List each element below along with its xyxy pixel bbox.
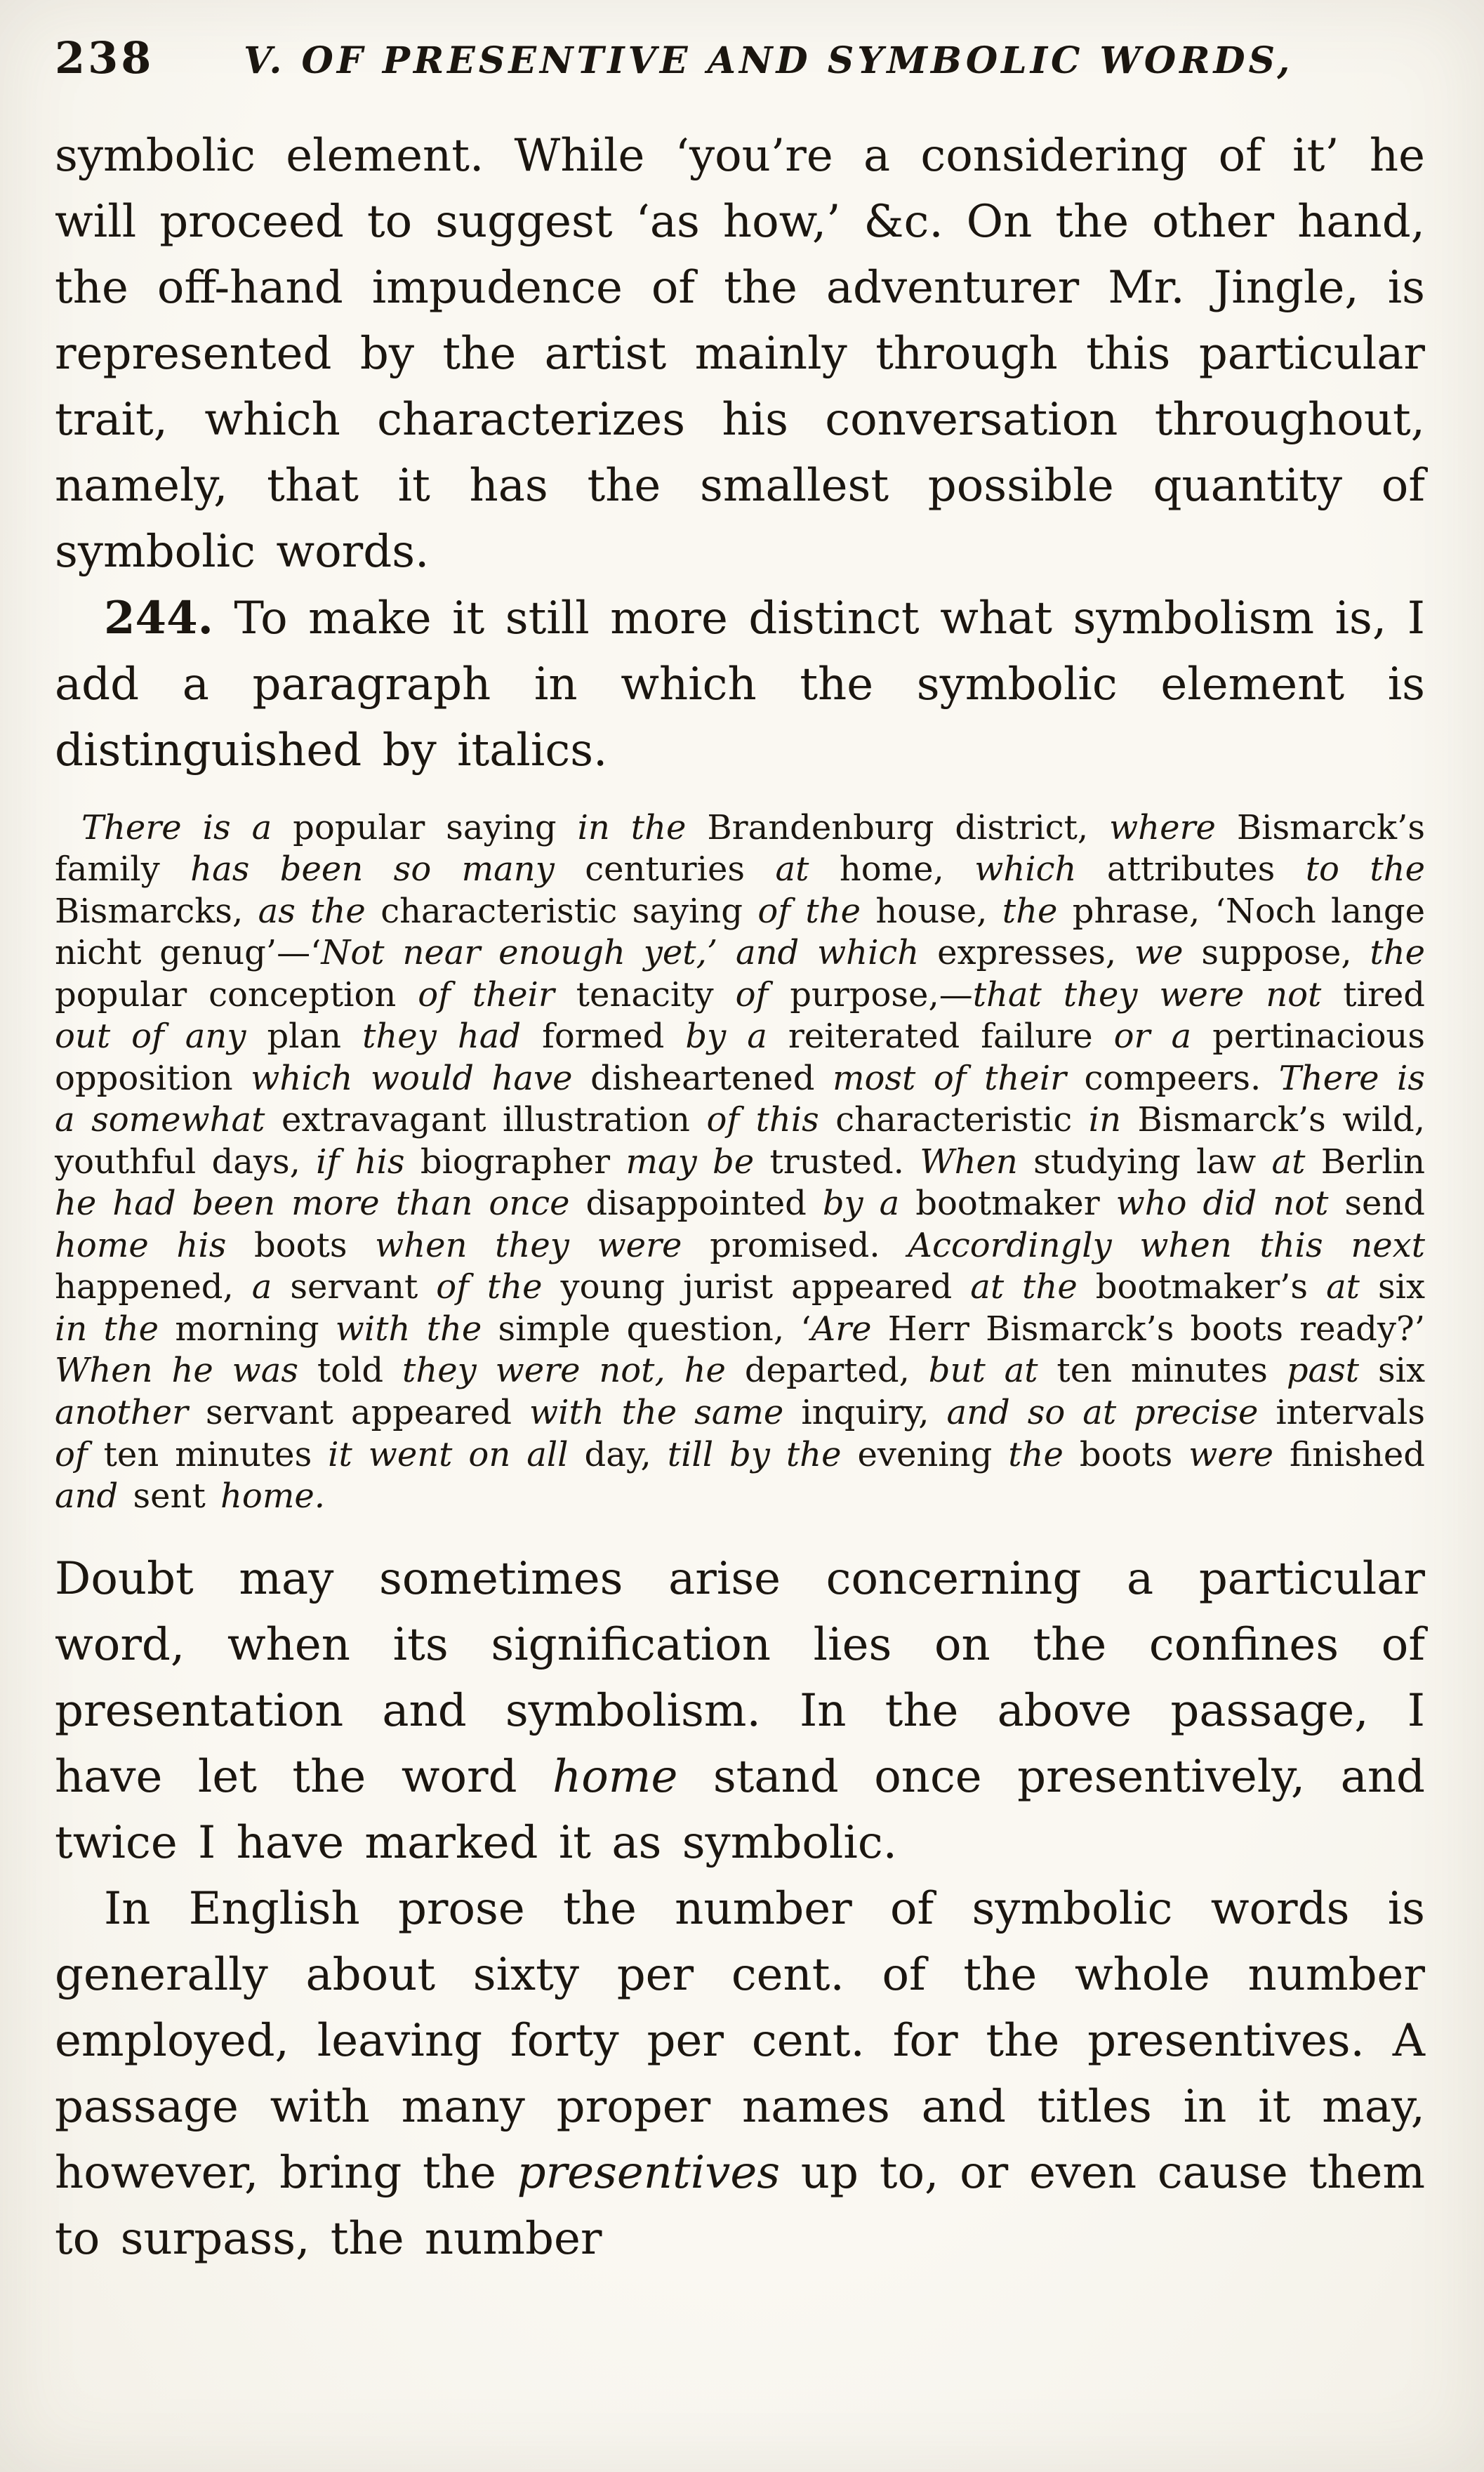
paragraph-bismarck-passage (55, 807, 1425, 1518)
italic-text-run: were (1188, 1434, 1290, 1474)
text-run: Bismarck’s family (55, 807, 1426, 890)
italic-text-run: by a (685, 1017, 788, 1057)
text-run: popular saying (293, 807, 578, 847)
italic-text-run: which (974, 850, 1107, 890)
italic-text-run: but at (928, 1351, 1057, 1391)
text-run: characteristic saying (380, 891, 758, 931)
italic-text-run: to the (1305, 850, 1425, 890)
italic-text-run: by a (822, 1184, 916, 1224)
text-run: servant appeared (205, 1393, 529, 1432)
italic-text-run: home (552, 1750, 678, 1803)
running-title: V. OF PRESENTIVE AND SYMBOLIC WORDS, (244, 39, 1294, 82)
text-run: Bismarcks, (55, 891, 258, 931)
italic-text-run: the (1008, 1434, 1080, 1474)
text-run: boots (254, 1225, 376, 1265)
text-run: formed (542, 1017, 686, 1057)
text-run: Brandenburg district, (707, 807, 1110, 847)
text-run: suppose, (1201, 933, 1370, 973)
italic-text-run: Are (811, 1309, 888, 1349)
text-run: reiterated failure (788, 1017, 1114, 1057)
paragraph-section-244 (55, 586, 1425, 784)
italic-text-run: the (1370, 933, 1426, 973)
text-run: finished (1290, 1434, 1426, 1474)
italic-text-run: of the (757, 891, 876, 931)
text-run: inquiry, (801, 1393, 947, 1432)
paragraph-intro (55, 123, 1425, 586)
italic-text-run: past (1286, 1351, 1378, 1391)
text-run: told (317, 1351, 403, 1391)
text-run: extravagant illustration (281, 1100, 707, 1140)
italic-text-run: they had (362, 1017, 543, 1057)
text-run: servant (290, 1267, 437, 1307)
text-run: up to, or even cause them to surpass, the number (55, 2147, 1426, 2266)
text-run: expresses, (937, 933, 1135, 973)
italic-text-run: There is a somewhat (55, 1058, 1426, 1140)
text-run: six (1377, 1267, 1426, 1307)
italic-text-run: There is a (81, 807, 293, 847)
text-run: six (1377, 1351, 1426, 1391)
page-header (55, 32, 1425, 84)
italic-text-run: they were not, he (402, 1351, 745, 1391)
text-run: ten minutes (103, 1434, 329, 1474)
text-run: symbolic element. While ‘you’re a considering of it’ he will proceed to suggest ‘as how,’ &c. On the other hand, the off-hand impudence of the adventurer Mr. Jingle, is represented by the artist mainly through this particular trait, which characterizes his conversation throughout, namely, that it has the smallest possible quantity of symbolic words. (55, 130, 1425, 579)
italic-text-run: of (735, 974, 790, 1014)
italic-text-run: when they were (375, 1225, 710, 1265)
text-run: departed, (744, 1351, 929, 1391)
italic-text-run: Not near enough yet,’ and which (321, 933, 938, 973)
italic-text-run: of the (436, 1267, 561, 1307)
italic-text-run: at the (970, 1267, 1096, 1307)
text-run: biographer (420, 1142, 626, 1182)
italic-text-run: out of any (55, 1017, 267, 1057)
italic-text-run: that they were not (972, 974, 1344, 1014)
italic-text-run: at (1271, 1142, 1321, 1182)
text-run: tenacity (576, 974, 736, 1014)
italic-text-run: as the (258, 891, 381, 931)
italic-text-run: another (55, 1393, 206, 1432)
italic-text-run: Accordingly when this next (908, 1225, 1426, 1265)
page-number: 238 (55, 32, 154, 84)
text-run: disappointed (585, 1184, 823, 1224)
text-run: popular conception (55, 974, 418, 1014)
italic-text-run: may be (625, 1142, 770, 1182)
italic-text-run: if his (316, 1142, 420, 1182)
italic-text-run: home. (220, 1476, 326, 1516)
text-run: Herr Bismarck’s boots ready?’ (887, 1309, 1426, 1349)
text-run: compeers. (1084, 1058, 1279, 1098)
italic-text-run: of their (418, 974, 576, 1014)
text-run: intervals (1276, 1393, 1426, 1432)
italic-text-run: till by the (667, 1434, 858, 1474)
italic-text-run: at (775, 850, 840, 890)
text-run: day, (584, 1434, 668, 1474)
italic-text-run: When he was (55, 1351, 317, 1391)
italic-text-run: a (251, 1267, 291, 1307)
text-run: trusted. (769, 1142, 920, 1182)
text-run: morning (175, 1309, 336, 1349)
italic-text-run: presentives (517, 2147, 781, 2200)
italic-text-run: in (1088, 1100, 1138, 1140)
bold-text-run: 244. (104, 591, 213, 645)
text-run: attributes (1106, 850, 1306, 890)
paragraph-doubt (55, 1546, 1425, 1876)
italic-text-run: it went on all (328, 1434, 585, 1474)
text-run: studying law (1033, 1142, 1272, 1182)
text-run: purpose,— (790, 974, 973, 1014)
italic-text-run: with the (335, 1309, 498, 1349)
text-run: young jurist appeared (560, 1267, 971, 1307)
text-run: happened, (55, 1267, 252, 1307)
text-run: centuries (585, 850, 776, 890)
text-run: characteristic (835, 1100, 1089, 1140)
text-run: bootmaker (915, 1184, 1116, 1224)
text-run: house, (875, 891, 1002, 931)
text-run: evening (857, 1434, 1009, 1474)
text-run: bootmaker’s (1095, 1267, 1327, 1307)
italic-text-run: at (1326, 1267, 1378, 1307)
italic-text-run: with the same (529, 1393, 802, 1432)
italic-text-run: and so at precise (946, 1393, 1276, 1432)
italic-text-run: he had been more than once (55, 1184, 586, 1224)
italic-text-run: we (1134, 933, 1202, 973)
italic-text-run: or a (1113, 1017, 1213, 1057)
text-run: pertinacious opposition (55, 1017, 1426, 1098)
italic-text-run: of this (706, 1100, 836, 1140)
italic-text-run: in the (55, 1309, 175, 1349)
italic-text-run: and (55, 1476, 133, 1516)
italic-text-run: home his (55, 1225, 255, 1265)
text-run: phrase, ‘Noch lange nicht genug’—‘ (55, 891, 1426, 973)
italic-text-run: in the (577, 807, 708, 847)
text-run: promised. (710, 1225, 908, 1265)
text-run: In English prose the number of symbolic words is generally about sixty per cent. of the whole number employed, leaving forty per cent. for the presentives. A passage with many proper names and titles in it may, however, bring the (55, 1882, 1425, 2200)
text-run: tired (1343, 974, 1426, 1014)
italic-text-run: When (920, 1142, 1034, 1182)
text-run: send (1344, 1184, 1426, 1224)
page-body (55, 123, 1425, 2272)
text-run: Berlin (1320, 1142, 1426, 1182)
italic-text-run: most of their (832, 1058, 1085, 1098)
text-run: Doubt may sometimes arise concerning a particular word, when its signification lies on the confines of presentation and symbolism. In the above passage, I have let the word (55, 1552, 1425, 1803)
text-run: boots (1079, 1434, 1189, 1474)
text-run: Bismarck’s wild, youthful days, (55, 1100, 1426, 1182)
text-run: sent (133, 1476, 221, 1516)
paragraph-english-prose (55, 1876, 1425, 2272)
italic-text-run: who did not (1115, 1184, 1345, 1224)
text-run: home, (839, 850, 975, 890)
text-run: simple question, ‘ (498, 1309, 811, 1349)
italic-text-run: has been so many (190, 850, 585, 890)
text-run: disheartened (590, 1058, 833, 1098)
italic-text-run: of (55, 1434, 104, 1474)
italic-text-run: where (1109, 807, 1237, 847)
text-run: plan (267, 1017, 363, 1057)
text-run: stand once presentively, and twice I have marked it as symbolic. (55, 1750, 1425, 1869)
text-run: ten minutes (1056, 1351, 1287, 1391)
italic-text-run: the (1002, 891, 1073, 931)
italic-text-run: which would have (251, 1058, 591, 1098)
text-run: To make it still more distinct what symbolism is, I add a paragraph in which the symbolic element is distinguished by italics. (55, 592, 1425, 776)
